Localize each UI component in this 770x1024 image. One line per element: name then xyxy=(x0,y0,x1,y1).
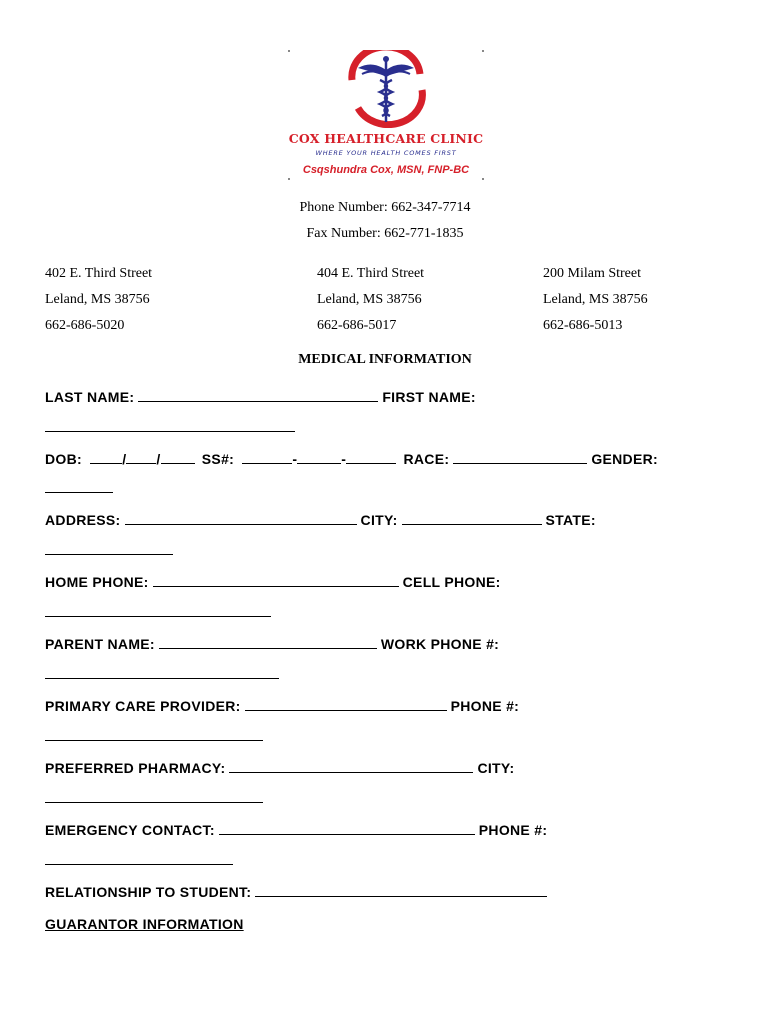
first-name-label: FIRST NAME: xyxy=(382,389,476,405)
work-phone-label: WORK PHONE #: xyxy=(380,636,500,652)
pharmacy-city-label: CITY: xyxy=(477,760,515,776)
preferred-pharmacy-field[interactable] xyxy=(229,758,473,773)
ss-separator: - xyxy=(341,451,347,467)
cell-phone-label: CELL PHONE: xyxy=(402,574,501,590)
logo-corner-mark xyxy=(482,178,484,180)
parent-name-field[interactable] xyxy=(159,634,377,649)
pharmacy-row xyxy=(45,758,514,776)
emergency-row xyxy=(45,820,547,838)
provider-row xyxy=(45,696,519,714)
emergency-contact-field[interactable] xyxy=(219,820,475,835)
location-2-street: 404 E. Third Street xyxy=(317,266,425,281)
first-name-field[interactable] xyxy=(45,430,295,432)
city-field[interactable] xyxy=(402,510,542,525)
phone-number: Phone Number: 662-347-7714 xyxy=(299,200,471,215)
ss-part-1-field[interactable] xyxy=(242,449,292,464)
primary-care-provider-field[interactable] xyxy=(245,696,447,711)
ss-part-3-field[interactable] xyxy=(346,449,396,464)
ss-separator: - xyxy=(292,451,298,467)
logo-corner-mark xyxy=(288,178,290,180)
pharmacy-city-field[interactable] xyxy=(45,801,263,803)
provider-name: Csqshundra Cox, MSN, FNP-BC xyxy=(302,164,470,176)
caduceus-icon xyxy=(338,50,434,128)
last-name-field[interactable] xyxy=(138,387,378,402)
race-label: RACE: xyxy=(403,451,450,467)
gender-label: GENDER: xyxy=(591,451,658,467)
logo-corner-mark xyxy=(288,50,290,52)
location-2-city: Leland, MS 38756 xyxy=(317,292,422,307)
clinic-name: COX HEALTHCARE CLINIC xyxy=(288,131,484,146)
city-label: CITY: xyxy=(360,512,398,528)
parent-name-label: PARENT NAME: xyxy=(45,636,155,652)
home-phone-label: HOME PHONE: xyxy=(45,574,149,590)
clinic-logo xyxy=(288,48,484,182)
logo-corner-mark xyxy=(482,50,484,52)
relationship-label: RELATIONSHIP TO STUDENT: xyxy=(45,884,252,900)
last-name-label: LAST NAME: xyxy=(45,389,135,405)
emergency-phone-label: PHONE #: xyxy=(478,822,548,838)
location-3-street: 200 Milam Street xyxy=(543,266,641,281)
dob-day-field[interactable] xyxy=(126,449,156,464)
dob-year-field[interactable] xyxy=(161,449,195,464)
relationship-row xyxy=(45,882,551,900)
address-field[interactable] xyxy=(125,510,357,525)
dob-separator: / xyxy=(156,451,161,467)
location-1-city: Leland, MS 38756 xyxy=(45,292,150,307)
relationship-field[interactable] xyxy=(255,882,547,897)
guarantor-information-heading: GUARANTOR INFORMATION xyxy=(45,916,244,932)
emergency-phone-field[interactable] xyxy=(45,863,233,865)
cell-phone-field[interactable] xyxy=(45,615,271,617)
gender-field[interactable] xyxy=(45,491,113,493)
home-phone-field[interactable] xyxy=(153,572,399,587)
state-label: STATE: xyxy=(545,512,596,528)
dob-label: DOB: xyxy=(45,451,82,467)
location-3-city: Leland, MS 38756 xyxy=(543,292,648,307)
address-label: ADDRESS: xyxy=(45,512,121,528)
address-row xyxy=(45,510,596,528)
medical-information-heading: MEDICAL INFORMATION xyxy=(298,352,472,367)
location-1-phone: 662-686-5020 xyxy=(45,318,125,333)
phone-row xyxy=(45,572,501,590)
state-field[interactable] xyxy=(45,553,173,555)
fax-number: Fax Number: 662-771-1835 xyxy=(306,226,464,241)
dob-month-field[interactable] xyxy=(90,449,122,464)
location-1-street: 402 E. Third Street xyxy=(45,266,153,281)
preferred-pharmacy-label: PREFERRED PHARMACY: xyxy=(45,760,226,776)
primary-care-provider-label: PRIMARY CARE PROVIDER: xyxy=(45,698,241,714)
provider-phone-label: PHONE #: xyxy=(450,698,520,714)
dob-row xyxy=(45,449,658,467)
name-row xyxy=(45,387,476,405)
parent-row xyxy=(45,634,499,652)
clinic-tagline: WHERE YOUR HEALTH COMES FIRST xyxy=(315,149,457,157)
ss-label: SS#: xyxy=(201,451,235,467)
location-2-phone: 662-686-5017 xyxy=(317,318,397,333)
ss-part-2-field[interactable] xyxy=(297,449,341,464)
location-3-phone: 662-686-5013 xyxy=(543,318,623,333)
emergency-contact-label: EMERGENCY CONTACT: xyxy=(45,822,215,838)
work-phone-field[interactable] xyxy=(45,677,279,679)
dob-separator: / xyxy=(122,451,127,467)
provider-phone-field[interactable] xyxy=(45,739,263,741)
race-field[interactable] xyxy=(453,449,587,464)
